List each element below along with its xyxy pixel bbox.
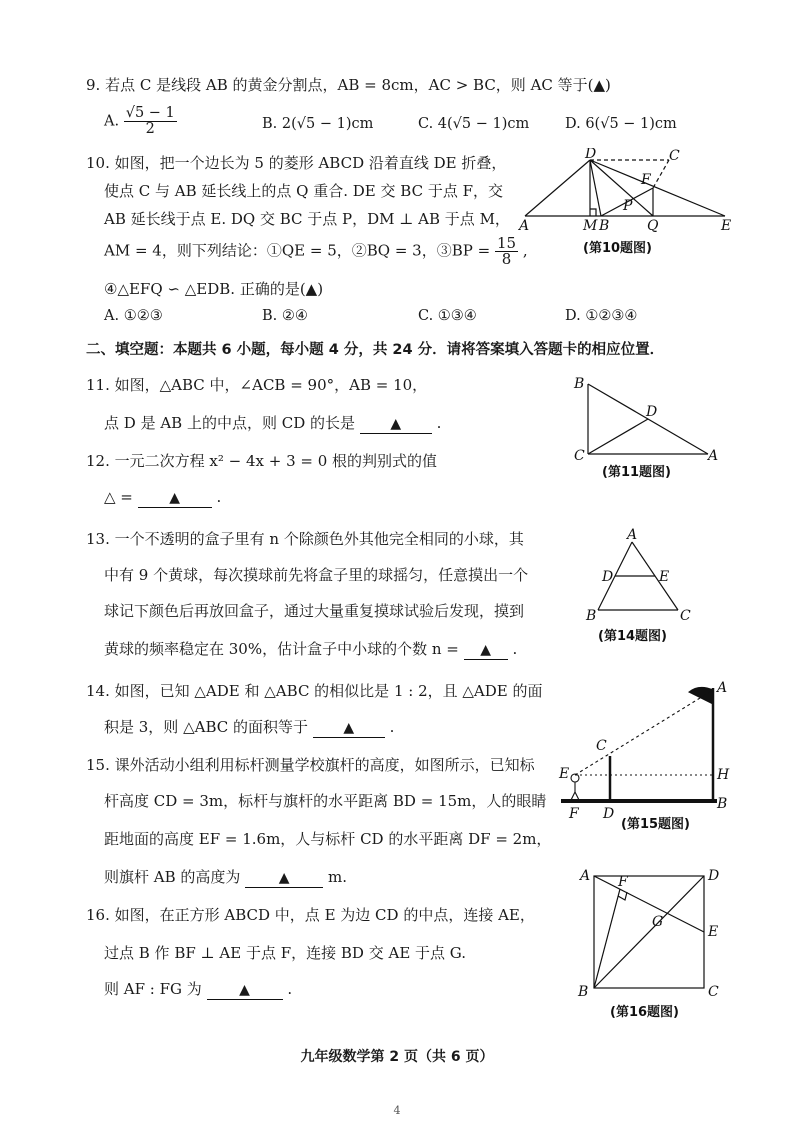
q13-line4-text: 黄球的频率稳定在 30%，估计盒子中小球的个数 n = [104, 640, 459, 658]
q15-line2: 杆高度 CD = 3m，标杆与旗杆的水平距离 BD = 15m，人的眼睛 [104, 792, 547, 810]
q16-end: . [287, 980, 293, 998]
q16-label-c: C [708, 984, 719, 1000]
q15-label-f: F [569, 806, 579, 822]
q13-line2: 中有 9 个黄球，每次摸球前先将盒子里的球摇匀，任意摸出一个 [104, 566, 529, 584]
q10-figure-caption: (第10题图) [583, 241, 652, 256]
q15-line4-text: 则旗杆 AB 的高度为 [104, 868, 241, 886]
q10-line2: 使点 C 与 AB 延长线上的点 Q 重合. DE 交 BC 于点 F，交 [104, 182, 504, 200]
q9-option-a [104, 106, 177, 137]
q10-option-d: D. ①②③④ [565, 308, 638, 324]
q15-label-d: D [603, 806, 615, 822]
q16-line1: 16. 如图，在正方形 ABCD 中，点 E 为边 CD 的中点，连接 AE， [86, 906, 535, 924]
q12-end: . [216, 488, 222, 506]
q13-answer-blank[interactable] [464, 640, 508, 660]
q11-label-b: B [574, 376, 585, 392]
q14-figure [580, 528, 700, 650]
q9-stem: 9. 若点 C 是线段 AB 的黄金分割点，AB = 8cm，AC > BC，则 AC 等于(▲) [86, 76, 611, 94]
q16-label-d: D [708, 868, 720, 884]
q13-line1: 13. 一个不透明的盒子里有 n 个除颜色外其他完全相同的小球，其 [86, 530, 524, 548]
q10-line5: ④△EFQ ∽ △EDB. 正确的是(▲) [104, 280, 324, 298]
q12-line2 [104, 488, 221, 508]
q14-blank-marker: ▲ [343, 720, 355, 736]
q11-line2 [104, 412, 441, 434]
q13-line3: 球记下颜色后再放回盒子，通过大量重复摸球试验后发现，摸到 [104, 602, 525, 620]
q16-line2: 过点 B 作 BF ⊥ AE 于点 F，连接 BD 交 AE 于点 G. [104, 944, 467, 962]
q15-label-h: H [717, 767, 730, 783]
q15-answer-blank[interactable] [245, 868, 323, 888]
q10-fraction-denominator: 8 [501, 250, 512, 268]
q10-label-e: E [721, 218, 732, 234]
q9-option-a-numerator: √5 − 1 [125, 105, 175, 121]
q10-option-c: C. ①③④ [418, 308, 477, 324]
q16-answer-blank[interactable] [207, 980, 283, 1000]
q11-end: . [436, 414, 442, 432]
q10-figure [515, 148, 745, 260]
q10-line4: AM = 4，则下列结论：①QE = 5，②BQ = 3，③BP = $\frac{15}{8}$ , [104, 234, 528, 268]
q9-option-c: C. 4(√5 − 1)cm [418, 116, 530, 132]
q9-option-a-denominator: 2 [145, 121, 155, 137]
q15-line3: 距地面的高度 EF = 1.6m，人与标杆 CD 的水平距离 DF = 2m， [104, 830, 552, 848]
q11-label-c: C [574, 448, 585, 464]
q16-figure-caption: (第16题图) [610, 1005, 679, 1020]
q10-label-b: B [599, 218, 610, 234]
q16-figure [572, 862, 744, 1026]
q12-line1: 12. 一元二次方程 x² − 4x + 3 = 0 根的判别式的值 [86, 452, 438, 470]
q13-line4 [104, 638, 517, 660]
q16-label-b: B [578, 984, 589, 1000]
q16-label-g: G [652, 914, 664, 930]
page-footer: 九年级数学第 2 页（共 6 页） [300, 1049, 494, 1065]
q11-figure-caption: (第11题图) [602, 465, 671, 480]
q10-line3: AB 延长线于点 E. DQ 交 BC 于点 P，DM ⊥ AB 于点 M， [104, 210, 510, 228]
q16-line3 [104, 978, 292, 1000]
q10-label-d: D [585, 148, 597, 162]
q10-label-p: P [623, 198, 633, 214]
q15-label-e: E [559, 766, 570, 782]
q9-option-d: D. 6(√5 − 1)cm [565, 116, 677, 132]
q10-label-c: C [669, 148, 680, 164]
q14-label-e: E [659, 569, 670, 585]
q15-figure [555, 680, 740, 838]
q14-line1: 14. 如图，已知 △ADE 和 △ABC 的相似比是 1 : 2，且 △ADE 的面 [86, 682, 543, 700]
q11-label-d: D [646, 404, 658, 420]
q10-option-a: A. ①②③ [104, 308, 163, 324]
section-2-header: 二、填空题：本题共 6 小题，每小题 4 分，共 24 分．请将答案填入答题卡的相应位置． [86, 342, 665, 358]
q15-label-a: A [717, 680, 728, 696]
q14-line2-text: 积是 3，则 △ABC 的面积等于 [104, 718, 308, 736]
q13-blank-marker: ▲ [480, 642, 492, 658]
q10-label-a: A [519, 218, 530, 234]
q14-figure-caption: (第14题图) [598, 629, 667, 644]
q11-figure [568, 372, 728, 482]
q10-option-b: B. ②④ [262, 308, 308, 324]
q14-label-c: C [680, 608, 691, 624]
q15-label-c: C [596, 738, 607, 754]
q16-label-e: E [708, 924, 719, 940]
q15-line4 [104, 866, 347, 888]
q10-line1: 10. 如图，把一个边长为 5 的菱形 ABCD 沿着直线 DE 折叠， [86, 154, 507, 172]
q14-answer-blank[interactable] [313, 718, 385, 738]
q10-label-m: M [583, 218, 598, 234]
q11-blank-marker: ▲ [390, 416, 402, 432]
q15-line1: 15. 课外活动小组利用标杆测量学校旗杆的高度，如图所示，已知标 [86, 756, 535, 774]
q15-ground [561, 799, 717, 803]
q16-label-a: A [580, 868, 591, 884]
q11-line2-text: 点 D 是 AB 上的中点，则 CD 的长是 [104, 414, 355, 432]
q15-figure-caption: (第15题图) [621, 817, 690, 832]
q15-blank-marker: ▲ [278, 870, 290, 886]
q14-line2 [104, 716, 394, 738]
q12-answer-blank[interactable] [138, 488, 212, 508]
q9-option-a-label: A. [104, 113, 120, 130]
q9-option-b: B. 2(√5 − 1)cm [262, 116, 374, 132]
q11-label-a: A [708, 448, 719, 464]
q10-fraction-numerator: 15 [496, 234, 517, 252]
q11-answer-blank[interactable] [360, 414, 432, 434]
q15-end: m. [327, 868, 347, 886]
q14-label-a: A [627, 528, 638, 543]
q14-label-d: D [602, 569, 614, 585]
q9-option-a-fraction [124, 106, 177, 137]
q15-label-b: B [717, 796, 728, 812]
page-mark: 4 [393, 1104, 401, 1117]
q10-label-q: Q [647, 218, 659, 234]
q11-line1: 11. 如图，△ABC 中，∠ACB = 90°，AB = 10， [86, 376, 428, 394]
q13-end: . [512, 640, 518, 658]
q16-line3-text: 则 AF : FG 为 [104, 980, 202, 998]
q12-blank-marker: ▲ [169, 490, 181, 506]
q14-label-b: B [586, 608, 597, 624]
q10-label-f: F [641, 172, 651, 188]
q12-line2-text: △ = [104, 488, 133, 506]
q10-line4-text: AM = 4，则下列结论：①QE = 5，②BQ = 3，③BP = [104, 241, 491, 260]
q16-label-f: F [618, 874, 628, 890]
q16-blank-marker: ▲ [239, 982, 250, 998]
q14-end: . [389, 718, 395, 736]
